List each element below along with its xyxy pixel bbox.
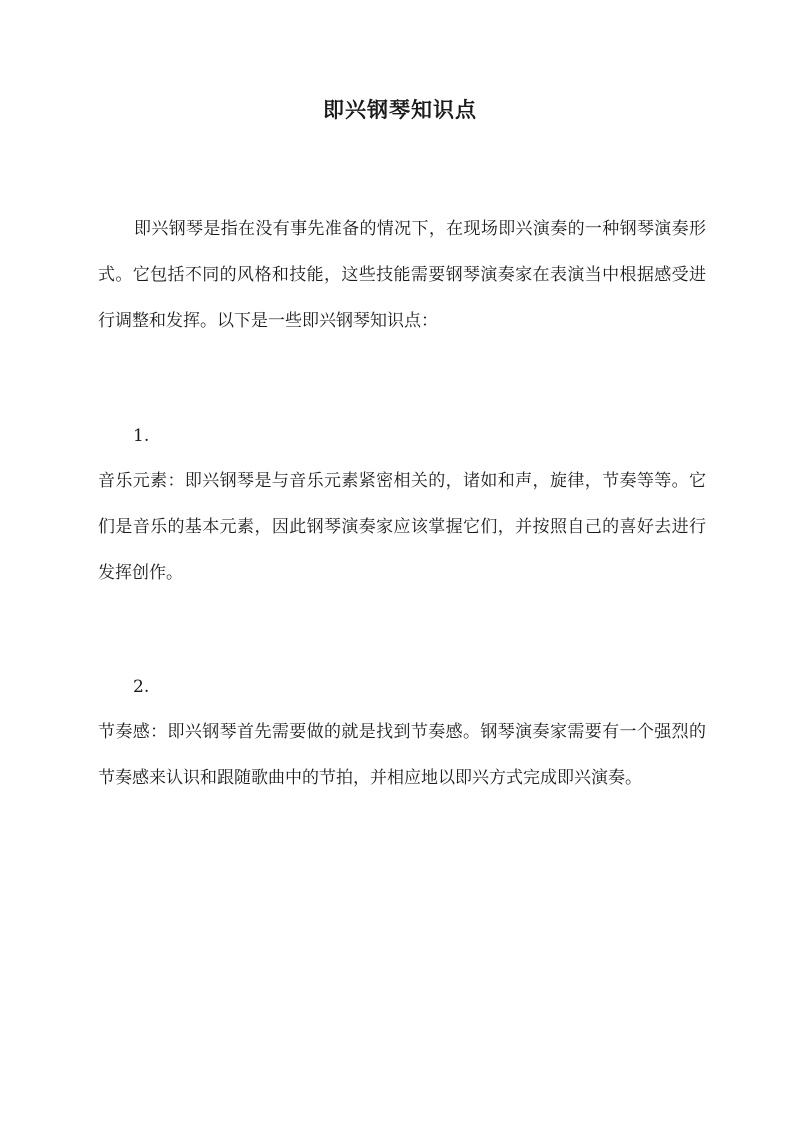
section-1-number: 1. bbox=[133, 426, 150, 446]
section-2-number: 2. bbox=[133, 677, 150, 697]
section-1-text: 音乐元素：即兴钢琴是与音乐元素紧密相关的，诸如和声，旋律，节奏等等。它们是音乐的基本元素，因此钢琴演奏家应该掌握它们，并按照自己的喜好去进行发挥创作。 bbox=[98, 471, 706, 583]
section-2-text: 节奏感：即兴钢琴首先需要做的就是找到节奏感。钢琴演奏家需要有一个强烈的节奏感来认识和跟随歌曲中的节拍，并相应地以即兴方式完成即兴演奏。 bbox=[98, 722, 706, 788]
document-title: 即兴钢琴知识点 bbox=[323, 97, 477, 122]
intro-paragraph: 即兴钢琴是指在没有事先准备的情况下，在现场即兴演奏的一种钢琴演奏形式。它包括不同的风格和技能，这些技能需要钢琴演奏家在表演当中根据感受进行调整和发挥。以下是一些即兴钢琴知识点： bbox=[98, 219, 706, 331]
